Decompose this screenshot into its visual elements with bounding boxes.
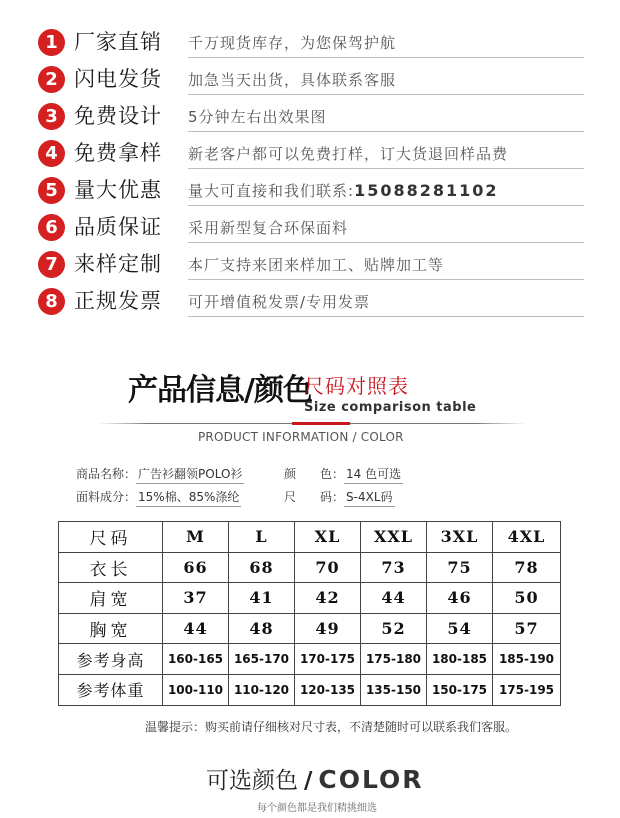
size-tip: 温馨提示：购买前请仔细核对尺寸表，不清楚随时可以联系我们客服。	[145, 720, 518, 734]
table-cell: 42	[295, 583, 361, 614]
header-accent-bar	[292, 422, 350, 425]
table-cell: 78	[493, 552, 561, 583]
feature-title: 正规发票	[74, 289, 162, 313]
size-cell: XL	[295, 522, 361, 553]
spec-value: 15%棉、85%涤纶	[136, 488, 241, 507]
feature-divider	[188, 316, 584, 317]
color-title-slash: /	[304, 768, 313, 794]
table-cell: 46	[427, 583, 493, 614]
table-cell: 41	[229, 583, 295, 614]
row-label: 衣长	[59, 552, 163, 583]
feature-description: 新老客户都可以免费打样，订大货退回样品费	[188, 145, 509, 163]
feature-row	[38, 24, 584, 61]
feature-number-badge: 2	[38, 66, 65, 93]
feature-divider	[188, 279, 584, 280]
feature-divider	[188, 205, 584, 206]
spec-size	[284, 488, 395, 507]
table-cell: 52	[361, 613, 427, 644]
feature-divider	[188, 57, 584, 58]
table-row	[59, 613, 561, 644]
feature-number-badge: 1	[38, 29, 65, 56]
spec-color	[284, 465, 403, 484]
table-cell: 73	[361, 552, 427, 583]
product-info-english: PRODUCT INFORMATION / COLOR	[198, 430, 404, 444]
feature-description	[188, 181, 499, 201]
feature-title: 品质保证	[74, 215, 162, 239]
table-cell: 75	[427, 552, 493, 583]
size-table-title-en: Size comparison table	[304, 400, 477, 415]
feature-title: 免费设计	[74, 104, 162, 128]
table-cell: 37	[163, 583, 229, 614]
table-row	[59, 674, 561, 705]
feature-number-badge: 8	[38, 288, 65, 315]
spec-label: 面料成分：	[76, 490, 137, 504]
table-cell: 180-185	[427, 644, 493, 675]
table-cell: 50	[493, 583, 561, 614]
table-cell: 175-195	[493, 674, 561, 705]
feature-number-badge: 5	[38, 177, 65, 204]
feature-description: 5分钟左右出效果图	[188, 108, 327, 126]
spec-label: 尺 码：	[284, 490, 345, 504]
feature-row	[38, 283, 584, 320]
spec-value: 14 色可选	[344, 465, 403, 484]
feature-title: 来样定制	[74, 252, 162, 276]
table-row	[59, 583, 561, 614]
table-cell: 150-175	[427, 674, 493, 705]
feature-description: 千万现货库存，为您保驾护航	[188, 34, 397, 52]
color-section-title	[206, 765, 424, 798]
spec-value: S-4XL码	[344, 488, 395, 507]
size-cell: L	[229, 522, 295, 553]
feature-title: 量大优惠	[74, 178, 162, 202]
table-cell: 57	[493, 613, 561, 644]
table-cell: 66	[163, 552, 229, 583]
row-label: 胸宽	[59, 613, 163, 644]
contact-label: 量大可直接和我们联系:	[188, 182, 355, 200]
table-cell: 120-135	[295, 674, 361, 705]
size-cell: 3XL	[427, 522, 493, 553]
feature-row	[38, 172, 584, 209]
feature-description: 可开增值税发票/专用发票	[188, 293, 371, 311]
table-cell: 170-175	[295, 644, 361, 675]
table-cell: 110-120	[229, 674, 295, 705]
feature-title: 厂家直销	[74, 30, 162, 54]
row-label: 参考体重	[59, 674, 163, 705]
size-table-title-cn: 尺码对照表	[304, 374, 409, 398]
spec-value: 广告衫翻领POLO衫	[136, 465, 244, 484]
feature-row	[38, 135, 584, 172]
feature-divider	[188, 94, 584, 95]
feature-description: 采用新型复合环保面料	[188, 219, 349, 237]
feature-row	[38, 98, 584, 135]
size-header-row	[59, 522, 561, 553]
feature-divider	[188, 168, 584, 169]
row-label: 参考身高	[59, 644, 163, 675]
table-cell: 44	[361, 583, 427, 614]
phone-number: 15088281102	[354, 181, 499, 200]
spec-label: 商品名称：	[76, 467, 137, 481]
table-cell: 165-170	[229, 644, 295, 675]
table-cell: 44	[163, 613, 229, 644]
feature-number-badge: 4	[38, 140, 65, 167]
feature-row	[38, 61, 584, 98]
table-cell: 135-150	[361, 674, 427, 705]
feature-divider	[188, 131, 584, 132]
table-cell: 160-165	[163, 644, 229, 675]
feature-title: 闪电发货	[74, 67, 162, 91]
table-cell: 48	[229, 613, 295, 644]
feature-description: 加急当天出货，具体联系客服	[188, 71, 397, 89]
table-row	[59, 552, 561, 583]
feature-description: 本厂支持来团来样加工、贴牌加工等	[188, 256, 445, 274]
feature-row	[38, 246, 584, 283]
feature-number-badge: 3	[38, 103, 65, 130]
table-cell: 100-110	[163, 674, 229, 705]
size-cell: XXL	[361, 522, 427, 553]
feature-row	[38, 209, 584, 246]
color-title-en: COLOR	[318, 765, 424, 794]
product-info-title: 产品信息/颜色	[128, 373, 312, 408]
table-cell: 175-180	[361, 644, 427, 675]
color-title-cn: 可选颜色	[206, 768, 298, 794]
feature-divider	[188, 242, 584, 243]
table-cell: 70	[295, 552, 361, 583]
spec-label: 颜 色：	[284, 467, 345, 481]
size-cell: 4XL	[493, 522, 561, 553]
feature-number-badge: 7	[38, 251, 65, 278]
table-row	[59, 644, 561, 675]
table-cell: 54	[427, 613, 493, 644]
size-cell: M	[163, 522, 229, 553]
feature-list	[38, 24, 584, 320]
table-cell: 185-190	[493, 644, 561, 675]
feature-number-badge: 6	[38, 214, 65, 241]
size-table	[58, 521, 561, 706]
row-label: 肩宽	[59, 583, 163, 614]
table-cell: 49	[295, 613, 361, 644]
feature-title: 免费拿样	[74, 141, 162, 165]
color-section-subtitle: 每个颜色都是我们精挑细选	[257, 803, 377, 814]
spec-product-name	[76, 465, 244, 484]
spec-fabric	[76, 488, 241, 507]
size-header-label: 尺码	[59, 522, 163, 553]
table-cell: 68	[229, 552, 295, 583]
